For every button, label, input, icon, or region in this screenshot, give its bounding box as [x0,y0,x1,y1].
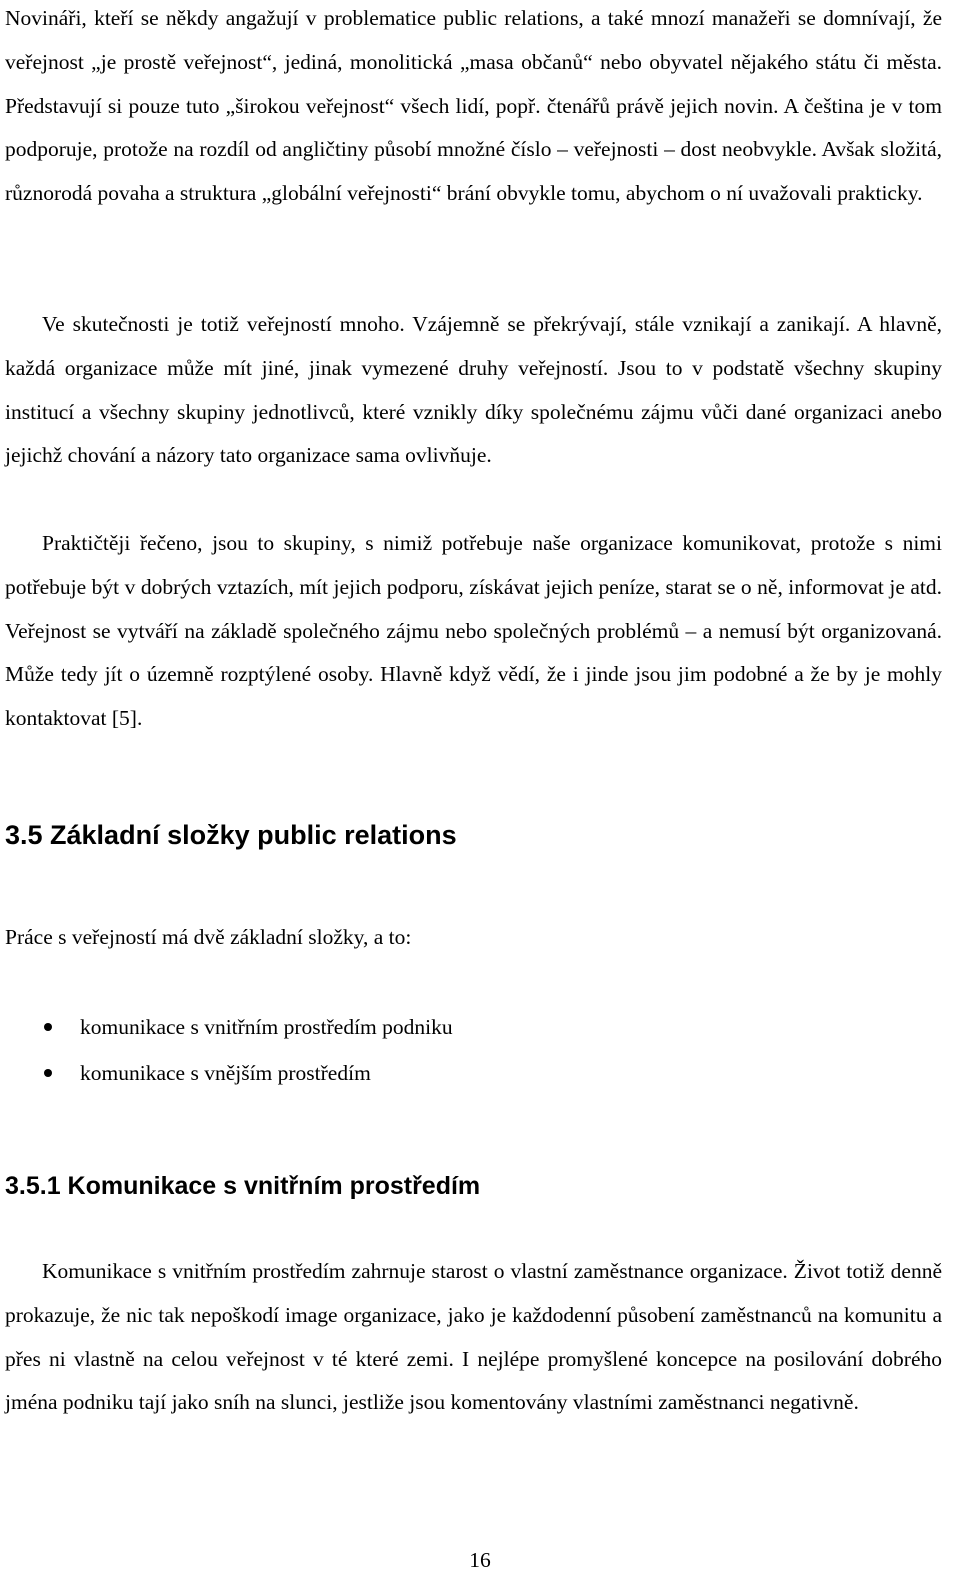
bullet-icon [44,1069,52,1077]
list-item-text: komunikace s vnějším prostředím [80,1061,371,1085]
bullet-icon [44,1023,52,1031]
paragraph-practical-groups: Praktičtěji řečeno, jsou to skupiny, s nimiž potřebuje naše organizace komunikovat, protože s nimi potřebuje být v dobrých vztazích, mít jejich podporu, získávat jejich peníze, starat se o ně, informovat je atd. Veřejnost se vytváří na základě společného zájmu nebo společných problémů – a nemusí být organizovaná. Může tedy jít o územně rozptýlené osoby. Hlavně když vědí, že i jinde jsou jim podobné a že by je mohly kontaktovat [5]. [5,531,942,731]
paragraph-internal-communication: Komunikace s vnitřním prostředím zahrnuje starost o vlastní zaměstnance organizace. Život totiž denně prokazuje, že nic tak nepoškodí image organizace, jako je každodenní působení zaměstnanců na komunitu a přes ni vlastně na celou veřejnost v té které zemi. I nejlépe promyšlené koncepce na posilování dobrého jména podniku tají jako sníh na slunci, jestliže jsou komentovány vlastními zaměstnanci negativně. [5,1259,942,1415]
section-heading: 3.5 Základní složky public relations [5,820,457,850]
list-item-text: komunikace s vnitřním prostředím podniku [80,1015,453,1039]
intro-line: Práce s veřejností má dvě základní složky, a to: [5,925,412,949]
paragraph-public-notion: Novináři, kteří se někdy angažují v problematice public relations, a také mnozí manažeři se domnívají, že veřejnost „je prostě veřejnost“, jediná, monolitická „masa občanů“ nebo obyvatel nějakého státu či města. Představují si pouze tuto „širokou veřejnost“ všech lidí, popř. čtenářů právě jejich novin. A čeština je v tom podporuje, protože na rozdíl od angličtiny působí množné číslo – veřejnosti – dost neobvykle. Avšak složitá, různorodá povaha a struktura „globální veřejnosti“ brání obvykle tomu, abychom o ní uvažovali prakticky. [5,6,942,206]
page-number: 16 [469,1548,491,1572]
paragraph-many-publics: Ve skutečnosti je totiž veřejností mnoho. Vzájemně se překrývají, stále vznikají a zanikají. A hlavně, každá organizace může mít jiné, jinak vymezené druhy veřejností. Jsou to v podstatě všechny skupiny institucí a všechny skupiny jednotlivců, které vznikly díky společnému zájmu vůči dané organizaci anebo jejichž chování a názory tato organizace sama ovlivňuje. [5,312,942,468]
subsection-heading: 3.5.1 Komunikace s vnitřním prostředím [5,1172,481,1200]
